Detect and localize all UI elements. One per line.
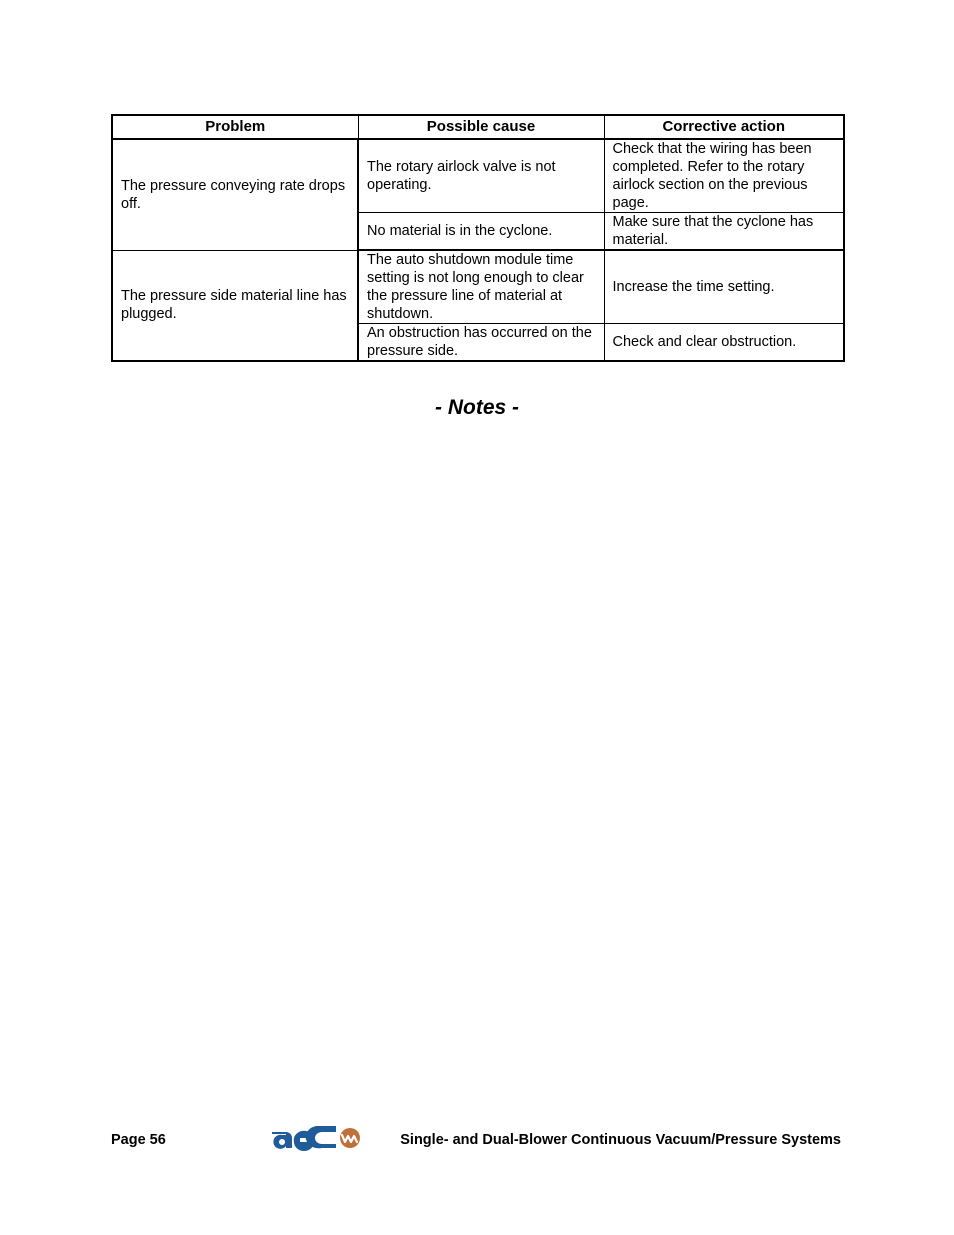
document-title: Single- and Dual-Blower Continuous Vacuum/Pressure Systems <box>400 1132 841 1148</box>
page-number: Page 56 <box>111 1132 166 1148</box>
cause-cell: The auto shutdown module time setting is not long enough to clear the pressure line of material at shutdown. <box>358 250 604 324</box>
table-header-row <box>112 115 844 139</box>
cause-cell: The rotary airlock valve is not operating. <box>358 139 604 213</box>
header-problem: Problem <box>112 115 358 139</box>
aec-logo-icon <box>270 1120 362 1152</box>
header-possible-cause: Possible cause <box>358 115 604 139</box>
action-cell: Check that the wiring has been completed. Refer to the rotary airlock section on the previous page. <box>604 139 844 213</box>
action-cell: Make sure that the cyclone has material. <box>604 213 844 251</box>
table-row <box>112 250 844 324</box>
problem-cell: The pressure conveying rate drops off. <box>112 139 358 250</box>
notes-heading: - Notes - <box>435 396 519 419</box>
cause-cell: An obstruction has occurred on the pressure side. <box>358 324 604 362</box>
table-row <box>112 139 844 213</box>
problem-cell: The pressure side material line has plugged. <box>112 250 358 361</box>
action-cell: Check and clear obstruction. <box>604 324 844 362</box>
header-corrective-action: Corrective action <box>604 115 844 139</box>
troubleshooting-table <box>111 114 845 362</box>
cause-cell: No material is in the cyclone. <box>358 213 604 251</box>
action-cell: Increase the time setting. <box>604 250 844 324</box>
